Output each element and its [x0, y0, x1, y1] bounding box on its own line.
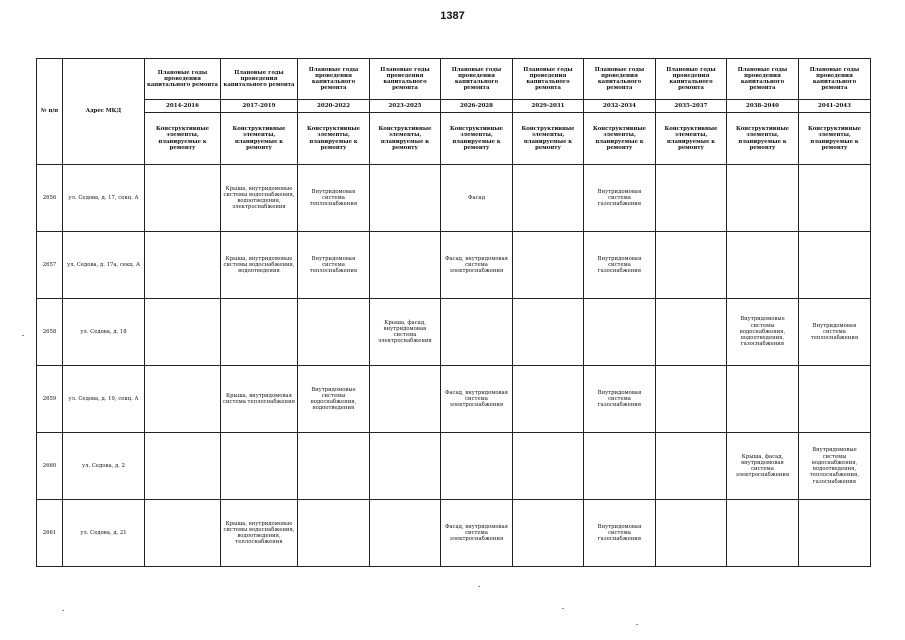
element-cell [727, 232, 799, 299]
col-num-header: № п/п [37, 59, 63, 165]
table-row [37, 299, 871, 366]
elements-header: Конструктивные элементы, планируемые к ремонту [799, 113, 871, 165]
element-cell [370, 232, 441, 299]
row-number: 2657 [37, 232, 63, 299]
row-number: 2661 [37, 500, 63, 567]
elements-header: Конструктивные элементы, планируемые к ремонту [513, 113, 584, 165]
table-row [37, 165, 871, 232]
plan-header: Плановые годы проведения капитального ремонта [441, 59, 513, 100]
scan-speck [562, 608, 564, 609]
element-cell [221, 299, 298, 366]
plan-header: Плановые годы проведения капитального ремонта [370, 59, 441, 100]
element-cell: Внутридомовые системы водоснабжения, водоотведения [298, 366, 370, 433]
page-number: 1387 [440, 10, 465, 22]
period-header: 2017-2019 [221, 100, 298, 113]
element-cell [513, 165, 584, 232]
element-cell [584, 433, 656, 500]
element-cell: Крыша, фасад, внутридомовая система электроснабжения [370, 299, 441, 366]
elements-header: Конструктивные элементы, планируемые к ремонту [370, 113, 441, 165]
element-cell [584, 299, 656, 366]
elements-header: Конструктивные элементы, планируемые к ремонту [727, 113, 799, 165]
row-number: 2658 [37, 299, 63, 366]
element-cell: Внутридомовая система газоснабжения [584, 232, 656, 299]
element-cell: Внутридомовая система теплоснабжения [799, 299, 871, 366]
element-cell: Фасад, внутридомовая система электроснабжения [441, 366, 513, 433]
element-cell [370, 500, 441, 567]
element-cell [145, 433, 221, 500]
scan-speck [22, 335, 24, 336]
element-cell [298, 500, 370, 567]
element-cell: Внутридомовые системы водоснабжения, водоотведения, теплоснабжения, газоснабжения [799, 433, 871, 500]
element-cell: Внутридомовая система газоснабжения [584, 500, 656, 567]
element-cell [513, 500, 584, 567]
element-cell [799, 165, 871, 232]
element-cell: Внутридомовая система газоснабжения [584, 366, 656, 433]
element-cell [799, 500, 871, 567]
element-cell [656, 433, 727, 500]
row-address: ул. Седова, д. 17, секц. А [63, 165, 145, 232]
element-cell [441, 299, 513, 366]
element-cell [656, 232, 727, 299]
element-cell [727, 366, 799, 433]
element-cell: Фасад, внутридомовая система электроснабжения [441, 232, 513, 299]
row-number: 2659 [37, 366, 63, 433]
element-cell: Крыша, внутридомовые системы водоснабжения, водоотведения, электроснабжения [221, 165, 298, 232]
element-cell [656, 366, 727, 433]
element-cell: Фасад, внутридомовая система электроснабжения [441, 500, 513, 567]
table-row [37, 433, 871, 500]
element-cell [727, 500, 799, 567]
elements-header: Конструктивные элементы, планируемые к ремонту [656, 113, 727, 165]
period-header: 2038-2040 [727, 100, 799, 113]
element-cell [145, 299, 221, 366]
capital-repair-table [36, 58, 871, 567]
element-cell: Крыша, внутридомовая система теплоснабжения [221, 366, 298, 433]
row-address: ул. Седова, д. 2 [63, 433, 145, 500]
elements-header: Конструктивные элементы, планируемые к ремонту [221, 113, 298, 165]
scan-speck [636, 624, 638, 625]
element-cell [799, 232, 871, 299]
period-header: 2041-2043 [799, 100, 871, 113]
row-address: ул. Седова, д. 17а, секц. А [63, 232, 145, 299]
elements-header: Конструктивные элементы, планируемые к ремонту [145, 113, 221, 165]
element-cell [513, 232, 584, 299]
element-cell [513, 433, 584, 500]
period-header: 2029-2031 [513, 100, 584, 113]
element-cell [221, 433, 298, 500]
element-cell [298, 433, 370, 500]
plan-header: Плановые годы проведения капитального ремонта [584, 59, 656, 100]
element-cell [656, 299, 727, 366]
plan-header: Плановые годы проведения капитального ремонта [513, 59, 584, 100]
period-header: 2032-2034 [584, 100, 656, 113]
plan-header: Плановые годы проведения капитального ремонта [656, 59, 727, 100]
row-address: ул. Седова, д. 18 [63, 299, 145, 366]
element-cell: Внутридомовая система теплоснабжения [298, 232, 370, 299]
element-cell [656, 165, 727, 232]
elements-header: Конструктивные элементы, планируемые к ремонту [584, 113, 656, 165]
element-cell [145, 232, 221, 299]
period-header: 2020-2022 [298, 100, 370, 113]
element-cell: Внутридомовые системы водоснабжения, водоотведения, газоснабжения [727, 299, 799, 366]
element-cell [441, 433, 513, 500]
elements-header: Конструктивные элементы, планируемые к ремонту [441, 113, 513, 165]
element-cell [145, 500, 221, 567]
element-cell [799, 366, 871, 433]
element-cell [513, 366, 584, 433]
period-header: 2014-2016 [145, 100, 221, 113]
row-address: ул. Седова, д. 19, секц. А [63, 366, 145, 433]
plan-header: Плановые годы проведения капитального ремонта [799, 59, 871, 100]
element-cell [513, 299, 584, 366]
element-cell [145, 366, 221, 433]
element-cell: Внутридомовая система теплоснабжения [298, 165, 370, 232]
period-header: 2026-2028 [441, 100, 513, 113]
element-cell [370, 165, 441, 232]
col-address-header: Адрес МКД [63, 59, 145, 165]
element-cell [727, 165, 799, 232]
element-cell [298, 299, 370, 366]
element-cell [656, 500, 727, 567]
row-number: 2656 [37, 165, 63, 232]
scan-speck [478, 586, 480, 587]
period-header: 2023-2025 [370, 100, 441, 113]
element-cell: Крыша, фасад, внутридомовая система электроснабжения [727, 433, 799, 500]
element-cell [370, 366, 441, 433]
element-cell: Крыша, внутридомовые системы водоснабжения, водоотведения, теплоснабжения [221, 500, 298, 567]
period-header: 2035-2037 [656, 100, 727, 113]
plan-header: Плановые годы проведения капитального ремонта [221, 59, 298, 100]
row-address: ул. Седова, д. 21 [63, 500, 145, 567]
table-row [37, 366, 871, 433]
element-cell [145, 165, 221, 232]
plan-header: Плановые годы проведения капитального ремонта [727, 59, 799, 100]
plan-header: Плановые годы проведения капитального ремонта [145, 59, 221, 100]
table-row [37, 500, 871, 567]
scan-speck [62, 610, 64, 611]
element-cell: Крыша, внутридомовые системы водоснабжения, водоотведения [221, 232, 298, 299]
element-cell: Внутридомовая система газоснабжения [584, 165, 656, 232]
row-number: 2660 [37, 433, 63, 500]
table-row [37, 232, 871, 299]
element-cell: Фасад [441, 165, 513, 232]
elements-header: Конструктивные элементы, планируемые к ремонту [298, 113, 370, 165]
element-cell [370, 433, 441, 500]
plan-header: Плановые годы проведения капитального ремонта [298, 59, 370, 100]
